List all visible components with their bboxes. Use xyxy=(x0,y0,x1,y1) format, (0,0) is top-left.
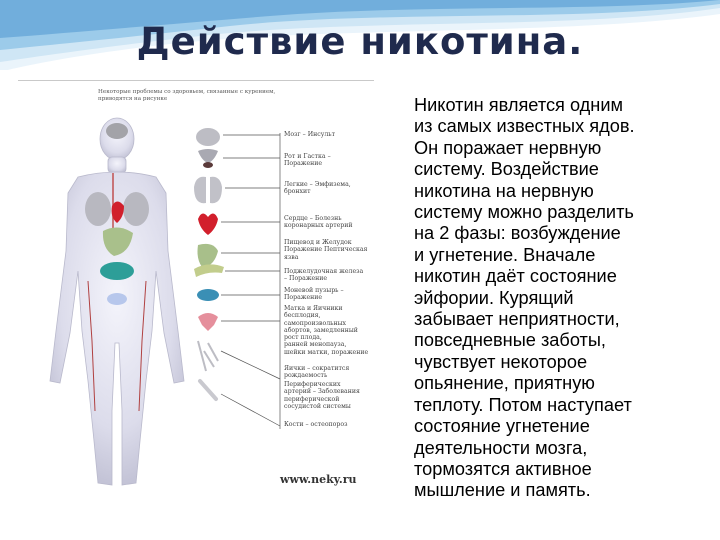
heart-icon xyxy=(198,213,218,235)
label-bones: Кости – остеопороз xyxy=(284,421,348,428)
lungs-icon xyxy=(194,177,222,203)
label-bladder: Моневой пузырь – Поражение xyxy=(284,287,344,302)
arteries-icon xyxy=(198,341,218,371)
label-lungs: Легкие – Эмфизема, бронхит xyxy=(284,181,351,196)
label-testes: Яички – сократится рождаемость xyxy=(284,365,350,380)
label-heart: Сердце – Болезнь коронарных артерий xyxy=(284,215,353,230)
label-pancreas: Поджелудочная железа – Поражение xyxy=(284,268,364,283)
slide-title: Действие никотина. xyxy=(136,20,584,63)
label-connectors xyxy=(221,133,280,429)
label-stomach: Пищевод и Желудок Поражение Пептическая язва xyxy=(284,239,368,261)
brain-icon xyxy=(196,128,220,146)
bone-icon xyxy=(200,381,216,399)
bladder-icon xyxy=(197,289,219,301)
site-watermark: www.neky.ru xyxy=(280,473,357,486)
mouth-icon xyxy=(198,149,218,163)
stomach-icon xyxy=(198,244,219,267)
label-mouth: Рот и Гастка – Поражение xyxy=(284,153,331,168)
body-diagram-figure xyxy=(18,80,374,496)
label-brain: Мозг – Инсульт xyxy=(284,131,336,138)
pancreas-icon xyxy=(194,264,224,277)
figure-caption: Некоторые проблемы со здоровьем, связанные с курением, приводятся на рисунке xyxy=(98,89,276,102)
uterus-icon xyxy=(198,313,218,331)
body-text: Никотин является одним из самых известных ядов. Он поражает нервную систему. Воздействие никотина на нервную систему можно разделить на 2 фазы: возбуждение и угнетение. Вначале никотин даёт состояние эйфории. Курящий забывает неприятности, повседневные заботы, чувствует некоторое опьянение, приятную теплоту. Потом наступает состояние угнетение деятельности мозга, тормозятся активное мышление и память. xyxy=(414,95,635,501)
organ-icons xyxy=(194,128,224,399)
label-arteries: Периферических артерий – Заболевания периферической сосудистой системы xyxy=(284,381,360,410)
label-uterus: Матка и Яичники бесплодия, самопроизвольных абортов, замедленный рост плода, ранней менопауза, шейки матки, поражение xyxy=(284,305,369,356)
